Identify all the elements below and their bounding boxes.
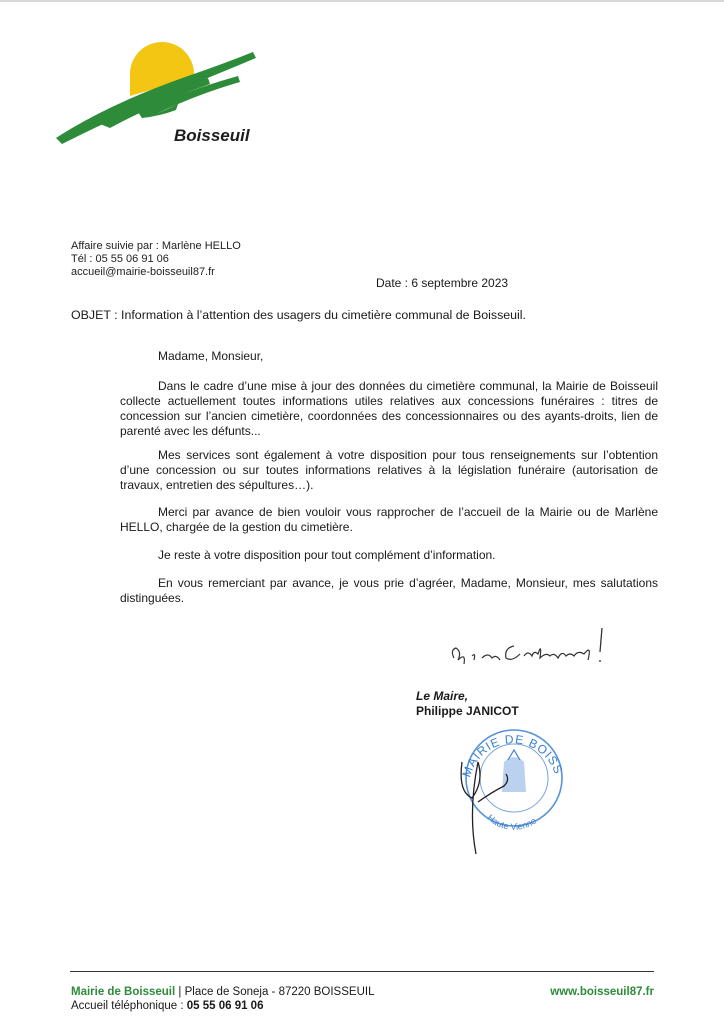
contact-email[interactable]: accueil@mairie-boisseuil87.fr [71, 266, 215, 278]
mayor-name: Philippe JANICOT [416, 704, 519, 718]
footer-separator: | [178, 986, 182, 998]
paragraph-1 [120, 379, 658, 439]
paragraph-2-text: Mes services sont également à votre disposition pour tous renseignements sur l’obtention d’une concession ou sur toutes informations relatives à la législation funéraire (autorisation de travaux, entretien des sépultures…). [120, 448, 658, 492]
paragraph-4-text: En vous remerciant par avance, je vous prie d’agréer, Madame, Monsieur, mes salutations distinguées. [120, 576, 658, 605]
footer-rule [70, 971, 654, 972]
top-edge-rule [0, 0, 724, 2]
paragraph-3 [120, 505, 658, 535]
stamp-region: Haute Vienne [485, 812, 538, 832]
salutation: Madame, Monsieur, [158, 349, 264, 363]
stroke-cordialement [506, 646, 590, 660]
closing-line: Je reste à votre disposition pour tout complément d’information. [158, 548, 496, 562]
paragraph-3-text: Merci par avance de bien vouloir vous rapprocher de l’accueil de la Mairie ou de Marlène HELLO, chargée de la gestion du cimetière. [120, 505, 658, 534]
footer-phone-line [71, 1000, 263, 1012]
footer-website[interactable]: www.boisseuil87.fr [550, 986, 654, 998]
paragraph-1-text: Dans le cadre d’une mise à jour des données du cimetière communal, la Mairie de Boisseuil collecte actuellement toutes informations utiles relatives aux concessions funéraires : titres de concession sur l’ancien cimetière, coordonnées des concessionnaires ou des ayants-droits, lien de parenté avec les défunts... [120, 379, 658, 438]
stamp-icon [448, 722, 570, 858]
letter-date: Date : 6 septembre 2023 [376, 276, 509, 290]
followed-by: Affaire suivie par : Marlène HELLO [71, 240, 241, 252]
footer-address-line [71, 986, 374, 998]
stroke-bien [452, 648, 500, 664]
stamp-text: MAIRIE DE BOISS [459, 732, 566, 779]
footer-phone-label: Accueil téléphonique : [71, 1000, 184, 1012]
contact-phone: Tél : 05 55 06 91 06 [71, 253, 169, 265]
logo-wordmark: Boisseuil [174, 126, 250, 145]
mairie-stamp [448, 722, 570, 858]
stroke-exclamation [600, 628, 602, 662]
handwritten-note [442, 622, 622, 672]
contact-block [71, 240, 241, 279]
handwriting-icon [442, 622, 622, 672]
svg-text:Haute Vienne [485, 812, 537, 831]
letter-subject: OBJET : Information à l’attention des usagers du cimetière communal de Boisseuil. [71, 308, 527, 322]
mayor-title: Le Maire, [416, 689, 469, 703]
footer-org: Mairie de Boisseuil [71, 986, 176, 998]
footer-address: Place de Soneja - 87220 BOISSEUIL [184, 986, 375, 998]
paragraph-2 [120, 448, 658, 493]
paragraph-4 [120, 576, 658, 606]
footer-phone: 05 55 06 91 06 [186, 1000, 264, 1012]
